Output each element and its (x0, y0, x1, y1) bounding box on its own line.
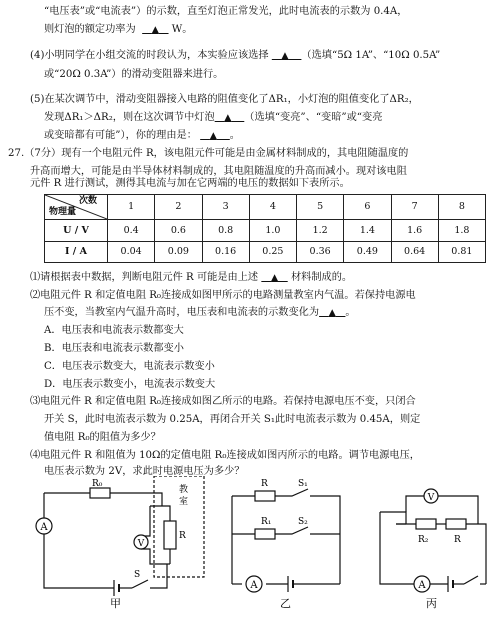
text-line: “电压表”或“电流表”）的示数，直至灯泡正常发光，此时电流表的示数为 0.4A， (44, 6, 408, 17)
text-segment: 则灯泡的额定功率为 (44, 24, 136, 35)
option-b: B．电压表和电流表示数都变小 (44, 343, 184, 354)
answer-blank-mark: ▲ (209, 131, 217, 141)
column-header: 2 (155, 195, 202, 220)
r-label: R (179, 531, 186, 541)
column-header: 3 (202, 195, 249, 220)
text-line: 元件 R 进行测试，测得其电流与加在它两端的电压的数据如下表所示。 (30, 178, 350, 189)
text-line (44, 130, 240, 142)
row-label: U / V (45, 220, 108, 242)
option-c: C．电压表示数变大，电流表示数变小 (44, 361, 215, 372)
table-cell: 0.49 (344, 241, 391, 263)
text-segment: W。 (171, 24, 193, 35)
caption-jia: 甲 (110, 597, 121, 610)
table-cell: 0.4 (108, 220, 155, 242)
r0-label: R₀ (92, 479, 103, 489)
switch-label: S (134, 570, 141, 580)
text-line: 值电阻 R₀的阻值为多少？ (44, 432, 161, 443)
text-segment: 发现ΔR₁＞ΔR₂，则在这次调节中灯泡 (44, 112, 215, 123)
text-line: ⑶电阻元件 R 和定值电阻 R₀连接成如图乙所示的电路。若保持电源电压不变，只闭合 (30, 396, 416, 407)
r2-label: R₂ (418, 535, 429, 545)
circuit-jia (30, 476, 210, 611)
table-cell: 0.36 (297, 241, 344, 263)
resistor-r (446, 519, 466, 529)
r1-label: R₁ (261, 517, 272, 527)
resistor-r1 (255, 529, 275, 539)
text-line (44, 307, 356, 319)
text-segment: 压不变，当教室内气温升高时，电压表和电流表的示数变化为 (44, 307, 320, 318)
text-segment: 材料制成的。 (290, 272, 353, 283)
table-row (45, 220, 486, 242)
text-segment: 。 (229, 130, 240, 141)
classroom-label-2: 室 (179, 497, 189, 507)
text-segment: 。 (345, 307, 356, 318)
answer-blank-mark: ▲ (151, 25, 159, 35)
resistor-r0 (90, 488, 110, 498)
ammeter-label: A (40, 522, 48, 533)
resistor-r (164, 521, 176, 549)
table-cell: 0.8 (202, 220, 249, 242)
r-label: R (454, 535, 461, 545)
table-cell: 0.16 (202, 241, 249, 263)
answer-blank-mark: ▲ (224, 113, 232, 123)
table-corner-header (45, 195, 108, 220)
answer-blank-mark: ▲ (328, 308, 336, 318)
circuit-yi (230, 476, 350, 611)
column-header: 7 (391, 195, 438, 220)
text-segment: （选填“5Ω 1A”、“10Ω 0.5A” (301, 50, 441, 61)
table-cell: 0.09 (155, 241, 202, 263)
row-label: I / A (45, 241, 108, 263)
classroom-label-1: 教 (179, 485, 189, 495)
circuit-bing (376, 476, 496, 611)
text-segment: (4)小明同学在小组交流的时段认为，本实验应该选择 (30, 50, 269, 61)
answer-blank-mark: ▲ (271, 273, 278, 283)
table-cell: 1.8 (438, 220, 485, 242)
answer-blank-mark: ▲ (281, 51, 289, 61)
text-line (44, 112, 382, 124)
question-27-intro: 27.（7分）现有一个电阻元件 R，该电阻元件可能是由金属材料制成的，其电阻随温度的 (8, 148, 409, 159)
text-line: 电压表示数为 2V，求此时电源电压为多少？ (44, 466, 245, 477)
resistor-r (255, 491, 275, 501)
column-header: 4 (249, 195, 296, 220)
option-d: D．电压表示数变小，电流表示数变大 (44, 379, 216, 390)
table-cell: 1.6 (391, 220, 438, 242)
r-label: R (261, 479, 268, 489)
text-line: 升高而增大，可能是由半导体材料制成的，其电阻随温度的升高而减小。现对该电阻 (30, 166, 407, 177)
table-cell: 1.0 (249, 220, 296, 242)
ammeter-label: A (418, 580, 426, 591)
text-line: 开关 S，此时电流表示数为 0.25A，再闭合开关 S₁此时电流表示数为 0.45A，则定 (44, 414, 421, 425)
table-cell: 0.64 (391, 241, 438, 263)
table-row (45, 241, 486, 263)
text-line (30, 272, 352, 284)
resistor-r2 (416, 519, 436, 529)
text-line: ⑷电阻元件 R 和阻值为 10Ω的定值电阻 R₀连接成如图丙所示的电路。调节电源电压， (30, 450, 420, 461)
corner-bottom-label: 物理量 (49, 207, 77, 218)
ammeter-label: A (250, 580, 258, 591)
text-line (44, 24, 192, 36)
s2-label: S₂ (298, 517, 308, 527)
table-cell: 0.81 (438, 241, 485, 263)
table-cell: 0.6 (155, 220, 202, 242)
column-header: 1 (108, 195, 155, 220)
data-table (44, 194, 486, 263)
s1-label: S₁ (298, 479, 308, 489)
table-cell: 0.25 (249, 241, 296, 263)
column-header: 6 (344, 195, 391, 220)
text-line: 或“20Ω 0.3A”）的滑动变阻器来进行。 (44, 69, 224, 80)
text-line: (5)在某次调节中，滑动变阻器接入电路的阻值变化了ΔR₁，小灯泡的阻值变化了ΔR₂， (30, 94, 419, 105)
corner-top-label: 次数 (78, 196, 97, 206)
table-cell: 0.04 (108, 241, 155, 263)
caption-yi: 乙 (280, 597, 291, 610)
text-segment: （选填“变亮”、“变暗”或“变亮 (244, 112, 383, 123)
text-line (30, 50, 440, 62)
column-header: 5 (297, 195, 344, 220)
caption-bing: 丙 (426, 597, 437, 610)
table-cell: 1.4 (344, 220, 391, 242)
voltmeter-label: V (137, 539, 145, 549)
column-header: 8 (438, 195, 485, 220)
text-segment: ⑴请根据表中数据，判断电阻元件 R 可能是由上述 (30, 272, 259, 283)
text-line: ⑵电阻元件 R 和定值电阻 R₀连接成如图甲所示的电路测量教室内气温。若保持电源电 (30, 290, 416, 301)
table-cell: 1.2 (297, 220, 344, 242)
option-a: A．电压表和电流表示数都变大 (44, 325, 184, 336)
text-segment: 或变暗都有可能”），你的理由是： (44, 130, 197, 141)
voltmeter-label: V (427, 493, 435, 503)
